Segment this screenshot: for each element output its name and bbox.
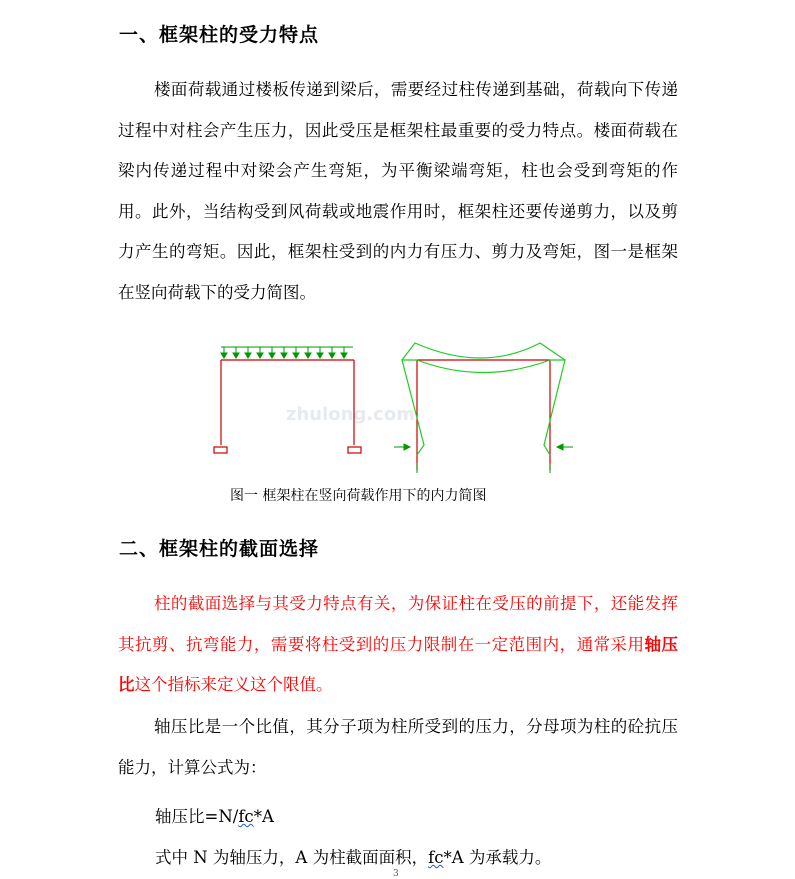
formula-suffix: *A bbox=[253, 807, 274, 826]
formula-fc: fc bbox=[238, 807, 254, 826]
section1-heading: 一、框架柱的受力特点 bbox=[119, 24, 320, 46]
figure-caption: 图一 框架柱在竖向荷载作用下的内力简图 bbox=[230, 488, 487, 504]
definition-line bbox=[155, 844, 551, 868]
load-arrows bbox=[221, 347, 347, 358]
section2-paragraph: 轴压比是一个比值，其分子项为柱所受到的压力，分母项为柱的砼抗压能力，计算公式为： bbox=[118, 717, 678, 777]
definition-prefix: 式中 N 为轴压力，A 为柱截面面积， bbox=[155, 848, 429, 867]
section2-red-paragraph bbox=[118, 584, 678, 706]
page-number: 3 bbox=[393, 869, 399, 879]
right-support bbox=[348, 447, 361, 453]
formula-prefix: 轴压比=N/ bbox=[155, 807, 239, 826]
left-frame bbox=[214, 360, 361, 453]
watermark: zhulong.com bbox=[286, 404, 415, 425]
right-frame bbox=[417, 360, 550, 470]
left-support bbox=[214, 447, 227, 453]
axial-ratio-term: 轴压比 bbox=[118, 634, 678, 694]
section2-heading: 二、框架柱的截面选择 bbox=[119, 538, 320, 560]
frame-force-diagram bbox=[200, 335, 590, 475]
red-text-after: 这个指标来定义这个限值。 bbox=[134, 675, 333, 694]
formula-line bbox=[155, 803, 274, 827]
distributed-load bbox=[221, 347, 353, 358]
red-text-before: 柱的截面选择与其受力特点有关，为保证柱在受压的前提下，还能发挥其抗剪、抗弯能力，需要将柱受到的压力限制在一定范围内，通常采用 bbox=[118, 594, 678, 654]
definition-suffix: *A 为承载力。 bbox=[443, 848, 552, 867]
section1-paragraph: 楼面荷载通过楼板传递到梁后，需要经过柱传递到基础，荷载向下传递过程中对柱会产生压力，因此受压是框架柱最重要的受力特点。楼面荷载在梁内传递过程中对梁会产生弯矩，为平衡梁端弯矩，柱也会受到弯矩的作用。此外，当结构受到风荷载或地震作用时，框架柱还要传递剪力，以及剪力产生的弯矩。因此，框架柱受到的内力有压力、剪力及弯矩，图一是框架在竖向荷载下的受力简图。 bbox=[118, 80, 678, 302]
definition-fc: fc bbox=[428, 848, 444, 867]
